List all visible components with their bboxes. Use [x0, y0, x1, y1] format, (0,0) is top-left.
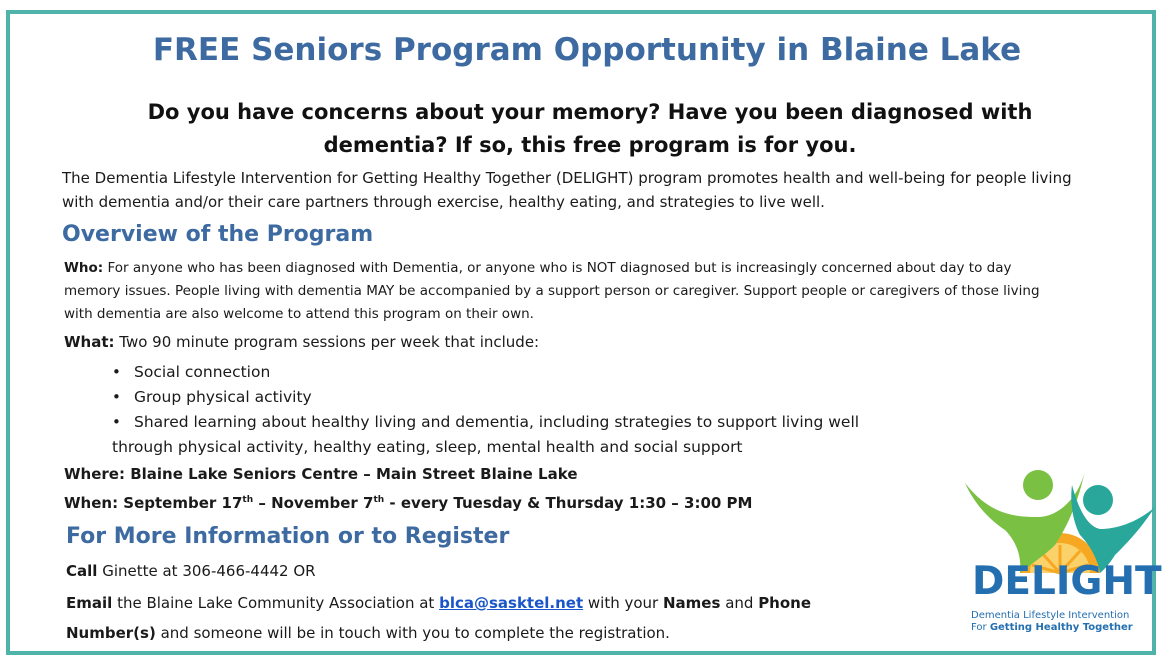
when-line	[64, 489, 752, 514]
when-rest: - every Tuesday & Thursday 1:30 – 3:00 PM	[384, 494, 753, 512]
intro-paragraph: The Dementia Lifestyle Intervention for Getting Healthy Together (DELIGHT) program promotes health and well-being for people living with dementia and/or their care partners through exercise, healthy eating, and strategies to live well.	[62, 169, 1072, 211]
overview-heading: Overview of the Program	[62, 222, 374, 247]
call-text: Ginette at 306-466-4442 OR	[97, 562, 316, 580]
where-label: Where:	[64, 465, 125, 483]
email-label: Email	[66, 594, 113, 612]
logo-tagline-prefix: For	[971, 622, 990, 633]
page-title: FREE Seniors Program Opportunity in Blaine Lake	[152, 32, 1022, 68]
call-line	[66, 562, 316, 580]
logo-tagline-2	[971, 622, 1133, 634]
bullet-icon: •	[112, 413, 121, 431]
list-item	[108, 385, 968, 410]
bullet-text: Shared learning about healthy living and dementia, including strategies to support living well	[134, 413, 860, 431]
bullet-text: Social connection	[134, 363, 271, 381]
contact-heading: For More Information or to Register	[66, 524, 510, 549]
phone-label: Phone	[758, 594, 812, 612]
number-label: Number(s)	[66, 624, 156, 642]
what-text: Two 90 minute program sessions per week that include:	[114, 333, 540, 351]
when-start-sup: th	[242, 495, 254, 505]
bullet-continuation: through physical activity, healthy eating, sleep, mental health and social support	[112, 438, 743, 456]
what-label: What:	[64, 333, 115, 351]
call-label: Call	[66, 562, 98, 580]
subtitle-line-1: Do you have concerns about your memory? Have you been diagnosed with	[147, 100, 1033, 124]
bullet-text: Group physical activity	[134, 388, 312, 406]
where-line	[64, 463, 578, 485]
logo-tagline-1: Dementia Lifestyle Intervention	[971, 610, 1130, 621]
when-start: September 17	[118, 494, 243, 512]
where-text: Blaine Lake Seniors Centre – Main Street Blaine Lake	[124, 465, 578, 483]
subtitle-line-2: dementia? If so, this free program is for you.	[323, 133, 857, 157]
names-label: Names	[663, 594, 721, 612]
list-item	[108, 410, 968, 435]
program-bullet-list	[108, 360, 968, 435]
who-text: For anyone who has been diagnosed with Dementia, or anyone who is NOT diagnosed but is increasingly concerned about day to day memory issues. People living with dementia MAY be accompanied by a support person or caregiver. Support people or caregivers of those living with dementia are also welcome to attend this program on their own.	[64, 260, 1040, 322]
email-text-1: the Blaine Lake Community Association at	[112, 594, 440, 612]
email-line-continuation	[66, 624, 670, 642]
when-mid: – November 7	[253, 494, 374, 512]
email-link[interactable]: blca@sasktel.net	[439, 594, 584, 612]
who-paragraph	[64, 257, 1064, 326]
logo-tagline-bold: Getting Healthy Together	[989, 622, 1133, 633]
what-line	[64, 331, 539, 353]
bullet-icon: •	[112, 388, 121, 406]
email-text-3: and someone will be in touch with you to complete the registration.	[155, 624, 670, 642]
and-text: and	[720, 594, 759, 612]
email-line	[66, 594, 811, 612]
logo-wordmark: DELIGHT	[972, 559, 1162, 604]
who-label: Who:	[64, 260, 104, 276]
when-label: When:	[64, 494, 119, 512]
list-item	[108, 360, 968, 385]
subtitle	[120, 96, 1060, 162]
email-text-2: with your	[583, 594, 663, 612]
bullet-icon: •	[112, 363, 121, 381]
when-end-sup: th	[373, 495, 385, 505]
